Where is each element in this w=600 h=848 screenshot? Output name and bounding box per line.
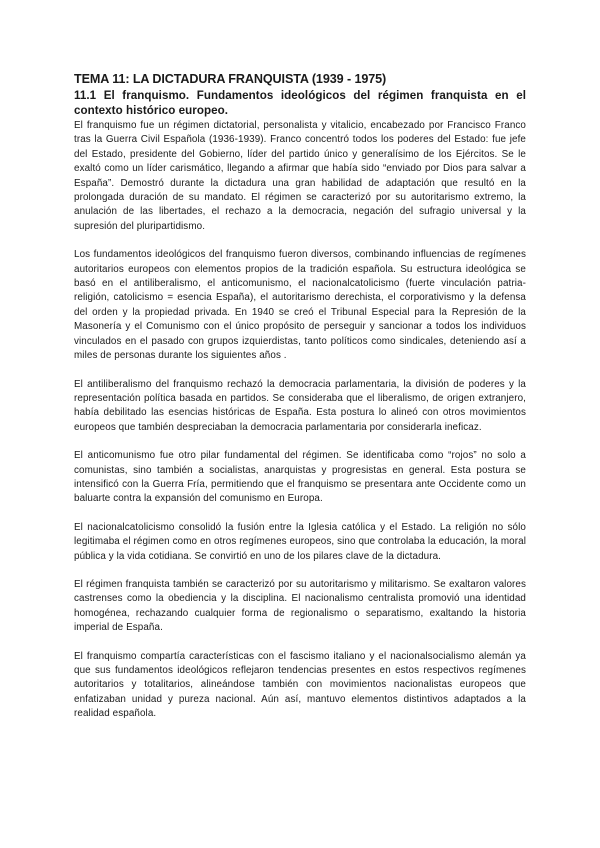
paragraph-intro: El franquismo fue un régimen dictatorial, personalista y vitalicio, encabezado por Francisco Franco tras la Guerra Civil Española (1936-1939). Franco concentró todos los poderes del Estado: fue jefe del Estado, presidente del Gobierno, líder del partido único y generalísimo de los Ejércitos. Se le exaltó como un líder carismático, llegando a afirmar que había sido “enviado por Dios para salvar a España”. Demostró durante la dictadura una gran habilidad de adaptación que resultó en la prolongada duración de su mandato. El régimen se caracterizó por su autoritarismo extremo, la anulación de las libertades, el rechazo a la democracia, negación del sufragio universal y la supresión del pluripartidismo. (74, 120, 526, 232)
page-title: TEMA 11: LA DICTADURA FRANQUISTA (1939 - 1975) (74, 72, 387, 86)
section-heading: 11.1 El franquismo. Fundamentos ideológicos del régimen franquista en el contexto histórico europeo. (74, 89, 526, 117)
paragraph-anticommunism: El anticomunismo fue otro pilar fundamental del régimen. Se identificaba como “rojos” no solo a comunistas, sino también a socialistas, anarquistas y progresistas en general. Esta postura se intensificó con la Guerra Fría, permitiendo que el franquismo se presentara ante Occidente como un baluarte contra la expansión del comunismo en Europa. (74, 450, 526, 505)
paragraph-authoritarianism-militarism: El régimen franquista también se caracterizó por su autoritarismo y militarismo. Se exaltaron valores castrenses como la obediencia y la disciplina. El nacionalismo centralista promovió una identidad homogénea, rechazando cualquier forma de regionalismo o separatismo, exaltando la historia imperial de España. (74, 578, 526, 634)
document-body (74, 72, 526, 722)
paragraph-national-catholicism: El nacionalcatolicismo consolidó la fusión entre la Iglesia católica y el Estado. La religión no sólo legitimaba el régimen como en otros regímenes europeos, sino que controlaba la educación, la moral pública y la vida cotidiana. Se convirtió en uno de los pilares clave de la dictadura. (74, 521, 526, 562)
paragraph-ideological-foundations: Los fundamentos ideológicos del franquismo fueron diversos, combinando influencias de regímenes autoritarios europeos con elementos propios de la tradición española. Su estructura ideológica se basó en el antiliberalismo, el anticomunismo, el nacionalcatolicismo (fuerte vinculación patria-religión, catolicismo = esencia España), el autoritarismo derechista, el corporativismo y la defensa del orden y la propiedad privada. En 1940 se creó el Tribunal Especial para la Represión de la Masonería y el Comunismo con el único propósito de perseguir y sancionar a todos los individuos vinculados en el pasado con grupos izquierdistas, tanto políticos como sindicales, deteniendo así a miles de personas durante los siguientes años . (74, 249, 526, 362)
paragraph-fascism-comparison: El franquismo compartía características con el fascismo italiano y el nacionalsocialismo alemán ya que sus fundamentos ideológicos reflejaron tendencias presentes en estos respectivos regímenes autoritarios y totalitarios, alineándose también con movimientos nacionalistas europeos que enfatizaban unidad y pureza nacional. Aún así, mantuvo elementos distintivos adaptados a la realidad española. (74, 650, 526, 720)
paragraph-antiliberalism: El antiliberalismo del franquismo rechazó la democracia parlamentaria, la división de poderes y la representación política basada en partidos. Se consideraba que el liberalismo, de origen extranjero, había debilitado las esencias históricas de España. Esta postura lo alineó con otros movimientos europeos que también despreciaban la democracia parlamentaria por considerarla ineficaz. (74, 378, 526, 433)
